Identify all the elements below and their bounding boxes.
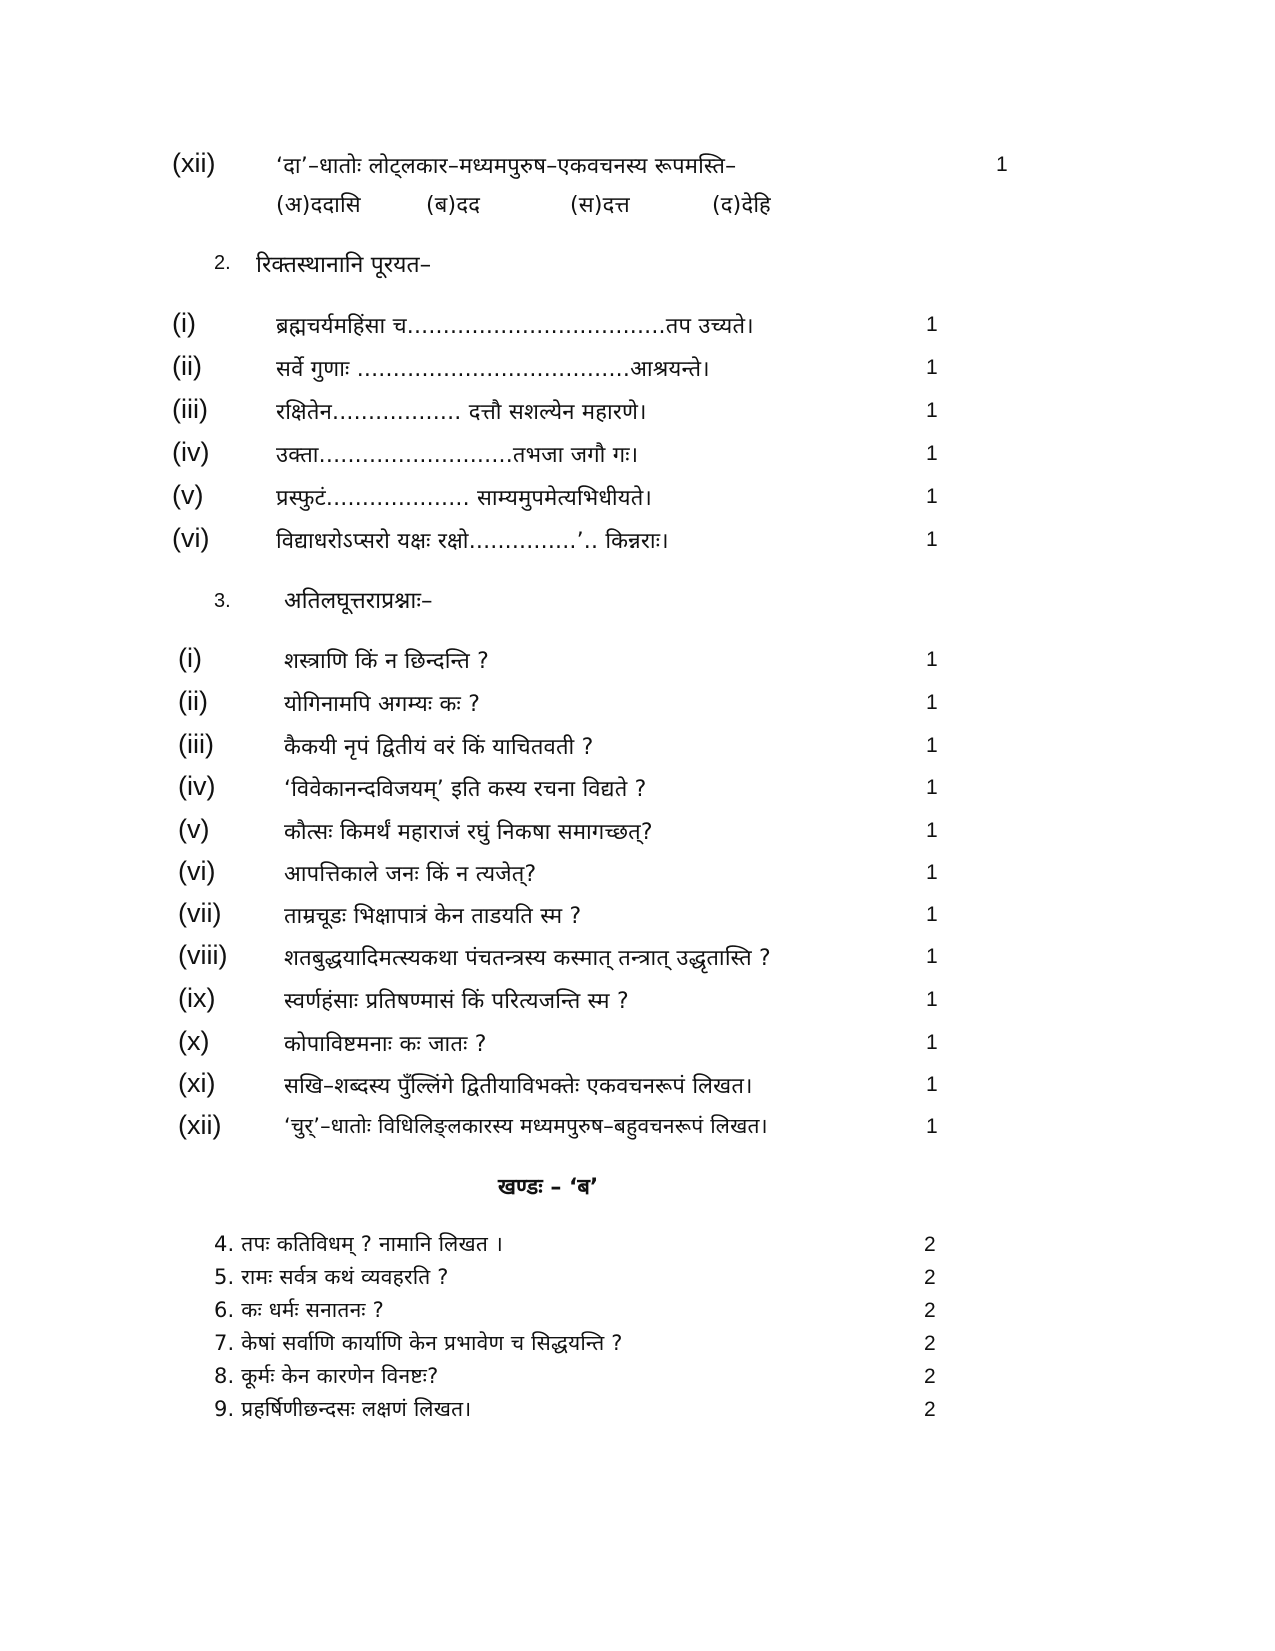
question-text: ‘दा’–धातोः लोट्लकार–मध्यमपुरुष–एकवचनस्य रूपमस्ति– [276,154,737,179]
item-label: (vii) [178,898,222,928]
item-label: (i) [178,643,202,673]
item-text: सखि–शब्दस्य पुँल्लिंगे द्वितीयाविभक्तेः एकवचनरूपं लिखत। [284,1074,753,1099]
item-marks: 1 [926,903,938,926]
item-marks: 1 [926,1031,938,1054]
item-label: (v) [178,814,210,844]
item-text: विद्याधरोऽप्सरो यक्षः रक्षो...............’.. किन्नराः। [276,529,669,554]
section-number: 3. [214,590,231,612]
item-marks: 2 [924,1398,936,1421]
section-b-heading: खण्डः – ‘ब’ [498,1175,599,1200]
item-label: (xi) [178,1068,216,1098]
item-label: (vi) [178,856,216,886]
item-text: 5. रामः सर्वत्र कथं व्यवहरति ? [214,1265,449,1289]
option-a: (अ)ददासि [276,193,361,218]
item-label: (ii) [178,686,208,716]
item-marks: 1 [926,988,938,1011]
item-label: (iii) [178,729,214,759]
item-marks: 1 [926,776,938,799]
option-b: (ब)दद [426,193,481,218]
item-label: (viii) [178,940,228,970]
item-marks: 1 [926,528,938,551]
option-d: (द)देहि [712,193,771,218]
item-marks: 1 [926,313,938,336]
item-text: कोपाविष्टमनाः कः जातः ? [284,1032,487,1057]
item-marks: 1 [926,1115,938,1138]
item-label: (iv) [172,437,210,467]
item-marks: 1 [926,819,938,842]
item-text: 7. केषां सर्वाणि कार्याणि केन प्रभावेण च सिद्धयन्ति ? [214,1331,623,1355]
item-label: (xii) [178,1110,222,1140]
item-marks: 1 [926,399,938,422]
item-marks: 2 [924,1299,936,1322]
item-text: ताम्रचूडः भिक्षापात्रं केन ताडयति स्म ? [284,904,582,929]
section-heading: अतिलघूत्तराप्रश्नाः– [284,588,433,614]
item-marks: 2 [924,1233,936,1256]
item-marks: 1 [926,861,938,884]
item-marks: 2 [924,1365,936,1388]
item-text: स्वर्णहंसाः प्रतिषण्मासं किं परित्यजन्ति स्म ? [284,989,629,1014]
item-label: (v) [172,480,204,510]
item-marks: 2 [924,1332,936,1355]
item-label: (iii) [172,394,208,424]
item-text: उक्ता...........................तभजा जगौ गः। [276,443,639,468]
item-text: शतबुद्धयादिमत्स्यकथा पंचतन्त्रस्य कस्मात् तन्त्रात् उद्धृतास्ति ? [284,946,771,971]
item-text: ‘चुर्’–धातोः विधिलिङ्लकारस्य मध्यमपुरुष–बहुवचनरूपं लिखत। [284,1114,768,1138]
item-marks: 1 [926,442,938,465]
item-label: (i) [172,308,196,338]
item-text: प्रस्फुटं.................... साम्यमुपमेत्यभिधीयते। [276,486,653,511]
option-c: (स)दत्त [570,193,630,218]
section-heading: रिक्तस्थानानि पूरयत– [256,252,432,278]
item-text: 6. कः धर्मः सनातनः ? [214,1298,384,1322]
item-text: 8. कूर्मः केन कारणेन विनष्टः? [214,1364,439,1388]
item-label: (vi) [172,523,210,553]
item-marks: 1 [926,648,938,671]
item-marks: 1 [926,485,938,508]
section-number: 2. [214,252,231,274]
item-label: (ii) [172,351,202,381]
item-text: कैकयी नृपं द्वितीयं वरं किं याचितवती ? [284,735,594,760]
item-label: (x) [178,1026,210,1056]
item-text: 9. प्रहर्षिणीछन्दसः लक्षणं लिखत। [214,1397,472,1421]
item-marks: 1 [926,1073,938,1096]
item-text: 4. तपः कतिविधम् ? नामानि लिखत । [214,1232,504,1256]
item-marks: 2 [924,1266,936,1289]
item-label: (ix) [178,983,216,1013]
item-text: शस्त्राणि किं न छिन्दन्ति ? [284,649,490,674]
item-label: (iv) [178,771,216,801]
item-marks: 1 [926,945,938,968]
item-marks: 1 [926,691,938,714]
item-marks: 1 [926,734,938,757]
item-text: आपत्तिकाले जनः किं न त्यजेत्? [284,862,537,887]
item-text: ‘विवेकानन्दविजयम्’ इति कस्य रचना विद्यते ? [284,777,647,802]
item-text: ब्रह्मचर्यमहिंसा च....................................तप उच्यते। [276,314,754,339]
item-text: कौत्सः किमर्थं महाराजं रघुं निकषा समागच्छत्? [284,820,653,845]
item-marks: 1 [926,356,938,379]
item-text: रक्षितेन.................. दत्तौ सशल्येन महारणे। [276,400,647,425]
item-text: योगिनामपि अगम्यः कः ? [284,692,481,717]
question-marks: 1 [996,153,1008,176]
question-label: (xii) [172,148,216,178]
item-text: सर्वे गुणाः ......................................आश्रयन्ते। [276,357,710,382]
